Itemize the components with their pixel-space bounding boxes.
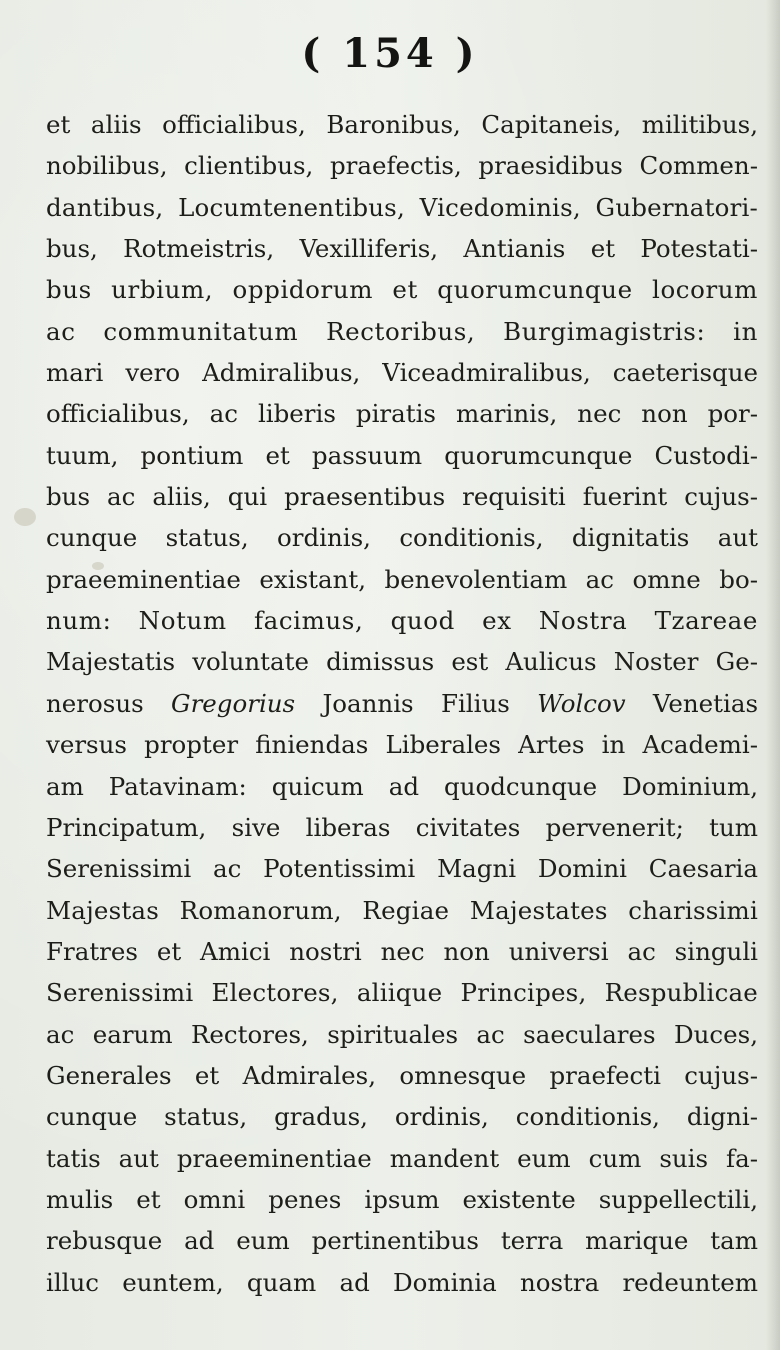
- text-line: nerosus Gregorius Joannis Filius Wolcov Venetias: [46, 688, 759, 718]
- text-line: officialibus, ac liberis piratis marinis, nec non por-: [46, 399, 758, 429]
- text-line: tatis aut praeeminentiae mandent eum cum suis fa-: [46, 1143, 758, 1173]
- text-line: Majestatis voluntate dimissus est Aulicus Noster Ge-: [46, 647, 758, 677]
- page-number: ( 154 ): [301, 30, 479, 77]
- text-line: cunque status, ordinis, conditionis, dignitatis aut: [46, 523, 758, 553]
- text-line: ac communitatum Rectoribus, Burgimagistris: in: [46, 316, 758, 346]
- text-line: dantibus, Locumtenentibus, Vicedominis, Gubernatori-: [46, 192, 758, 222]
- body-text: [46, 104, 758, 1303]
- text-line: mulis et omni penes ipsum existente suppellectili,: [46, 1184, 758, 1214]
- text-line: bus urbium, oppidorum et quorumcunque locorum: [46, 275, 758, 305]
- text-line: Serenissimi ac Potentissimi Magni Domini Caesaria: [46, 854, 758, 884]
- text-line: Majestas Romanorum, Regiae Majestates charissimi: [46, 895, 758, 925]
- text-line: Fratres et Amici nostri nec non universi ac singuli: [46, 936, 758, 966]
- text-line: bus, Rotmeistris, Vexilliferis, Antianis et Potestati-: [46, 234, 758, 264]
- paper-stain: [14, 508, 36, 526]
- person-name: Gregorius: [171, 688, 296, 718]
- text-line: tuum, pontium et passuum quorumcunque Custodi-: [46, 440, 758, 470]
- page-edge-shadow: [766, 0, 780, 1350]
- text-line: illuc euntem, quam ad Dominia nostra redeuntem: [46, 1267, 758, 1297]
- person-surname: Wolcov: [537, 688, 626, 718]
- text-line: Principatum, sive liberas civitates pervenerit; tum: [46, 812, 758, 842]
- text-line: praeeminentiae existant, benevolentiam ac omne bo-: [46, 564, 758, 594]
- text-line: Generales et Admirales, omnesque praefecti cujus-: [46, 1060, 758, 1090]
- text-line: am Patavinam: quicum ad quodcunque Dominium,: [46, 771, 758, 801]
- text-line: rebusque ad eum pertinentibus terra marique tam: [46, 1226, 758, 1256]
- text-line: et aliis officialibus, Baronibus, Capitaneis, militibus,: [46, 110, 758, 139]
- text-line: cunque status, gradus, ordinis, conditionis, digni-: [46, 1102, 758, 1132]
- text-line: num: Notum facimus, quod ex Nostra Tzareae: [46, 606, 758, 636]
- text-line: bus ac aliis, qui praesentibus requisiti fuerint cujus-: [46, 482, 758, 512]
- text-line: versus propter finiendas Liberales Artes in Academi-: [46, 730, 758, 760]
- text-line: nobilibus, clientibus, praefectis, praesidibus Commen-: [46, 151, 758, 181]
- text-line: ac earum Rectores, spirituales ac saeculares Duces,: [46, 1019, 758, 1049]
- text-line: mari vero Admiralibus, Viceadmiralibus, caeterisque: [46, 358, 758, 388]
- text-line: Serenissimi Electores, aliique Principes, Respublicae: [46, 978, 758, 1008]
